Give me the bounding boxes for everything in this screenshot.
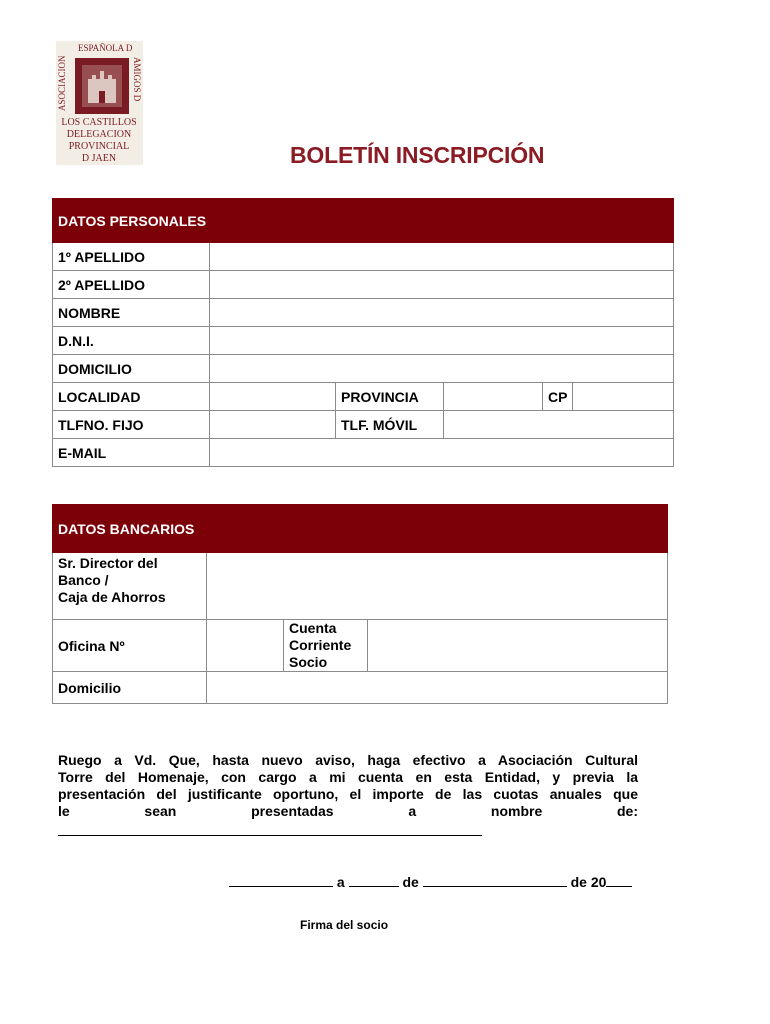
director-label-line1: Sr. Director del bbox=[58, 555, 158, 571]
domicilio-label: DOMICILIO bbox=[53, 355, 210, 383]
date-line bbox=[229, 872, 632, 890]
paragraph-line2: Torre del Homenaje, con cargo a mi cuenta en esta Entidad, y previa la bbox=[58, 769, 638, 785]
paragraph-line1: Ruego a Vd. Que, hasta nuevo aviso, haga efectivo a Asociación Cultural bbox=[58, 752, 638, 768]
date-de20-text: de 20 bbox=[570, 874, 607, 890]
domicilio-field[interactable] bbox=[210, 355, 674, 383]
cuenta-field[interactable] bbox=[368, 620, 668, 672]
day-blank[interactable] bbox=[349, 872, 399, 887]
cuenta-label-line2: Corriente bbox=[289, 637, 352, 653]
cuenta-label-line1: Cuenta bbox=[289, 620, 337, 636]
paragraph-line3: presentación del justificante oportuno, el importe de las cuotas anuales que bbox=[58, 786, 638, 802]
tlfno-fijo-field[interactable] bbox=[210, 411, 336, 439]
provincia-label: PROVINCIA bbox=[336, 383, 444, 411]
email-label: E-MAIL bbox=[53, 439, 210, 467]
bank-domicilio-label: Domicilio bbox=[53, 672, 207, 704]
name-underline[interactable] bbox=[58, 835, 482, 836]
logo-text-right: AMIGOS D bbox=[132, 57, 142, 102]
logo-text-left: ASOCIACION bbox=[57, 55, 67, 111]
date-a-text: a bbox=[336, 874, 345, 890]
localidad-field[interactable] bbox=[210, 383, 336, 411]
cuenta-label-line3: Socio bbox=[289, 654, 328, 670]
signature-label: Firma del socio bbox=[300, 918, 389, 932]
tlf-movil-field[interactable] bbox=[444, 411, 674, 439]
date-de-text: de bbox=[402, 874, 419, 890]
director-label bbox=[53, 553, 207, 620]
page-title: BOLETÍN INSCRIPCIÓN bbox=[290, 142, 545, 168]
oficina-label: Oficina Nº bbox=[53, 620, 207, 672]
logo-text-line1: LOS CASTILLOS bbox=[61, 117, 137, 128]
paragraph-line4: le sean presentadas a nombre de: bbox=[58, 803, 638, 819]
apellido1-label: 1º APELLIDO bbox=[53, 243, 210, 271]
localidad-label: LOCALIDAD bbox=[53, 383, 210, 411]
cp-label: CP bbox=[543, 383, 573, 411]
personal-data-table bbox=[52, 198, 674, 467]
bank-domicilio-field[interactable] bbox=[207, 672, 668, 704]
bank-section-header: DATOS BANCARIOS bbox=[53, 505, 668, 553]
dni-field[interactable] bbox=[210, 327, 674, 355]
authorization-paragraph bbox=[58, 752, 638, 820]
email-field[interactable] bbox=[210, 439, 674, 467]
apellido1-field[interactable] bbox=[210, 243, 674, 271]
dni-label: D.N.I. bbox=[53, 327, 210, 355]
place-blank[interactable] bbox=[229, 872, 333, 887]
oficina-field[interactable] bbox=[207, 620, 284, 672]
bank-data-table bbox=[52, 504, 668, 704]
director-field[interactable] bbox=[207, 553, 668, 620]
logo-text-line2: DELEGACION bbox=[66, 129, 132, 140]
tlfno-fijo-label: TLFNO. FIJO bbox=[53, 411, 210, 439]
director-label-line2: Banco / bbox=[58, 572, 109, 588]
apellido2-field[interactable] bbox=[210, 271, 674, 299]
provincia-field[interactable] bbox=[444, 383, 543, 411]
cuenta-label bbox=[284, 620, 368, 672]
cp-field[interactable] bbox=[573, 383, 674, 411]
tlf-movil-label: TLF. MÓVIL bbox=[336, 411, 444, 439]
association-logo bbox=[56, 41, 143, 165]
logo-text-top: ESPAÑOLA D bbox=[78, 43, 133, 53]
logo-text-line3: PROVINCIAL bbox=[68, 141, 130, 152]
castle-emblem-icon bbox=[56, 41, 143, 165]
nombre-label: NOMBRE bbox=[53, 299, 210, 327]
logo-text-line4: D JAEN bbox=[81, 153, 117, 164]
apellido2-label: 2º APELLIDO bbox=[53, 271, 210, 299]
month-blank[interactable] bbox=[423, 872, 567, 887]
nombre-field[interactable] bbox=[210, 299, 674, 327]
personal-section-header: DATOS PERSONALES bbox=[53, 199, 674, 243]
year-blank[interactable] bbox=[606, 872, 632, 887]
director-label-line3: Caja de Ahorros bbox=[58, 589, 166, 605]
